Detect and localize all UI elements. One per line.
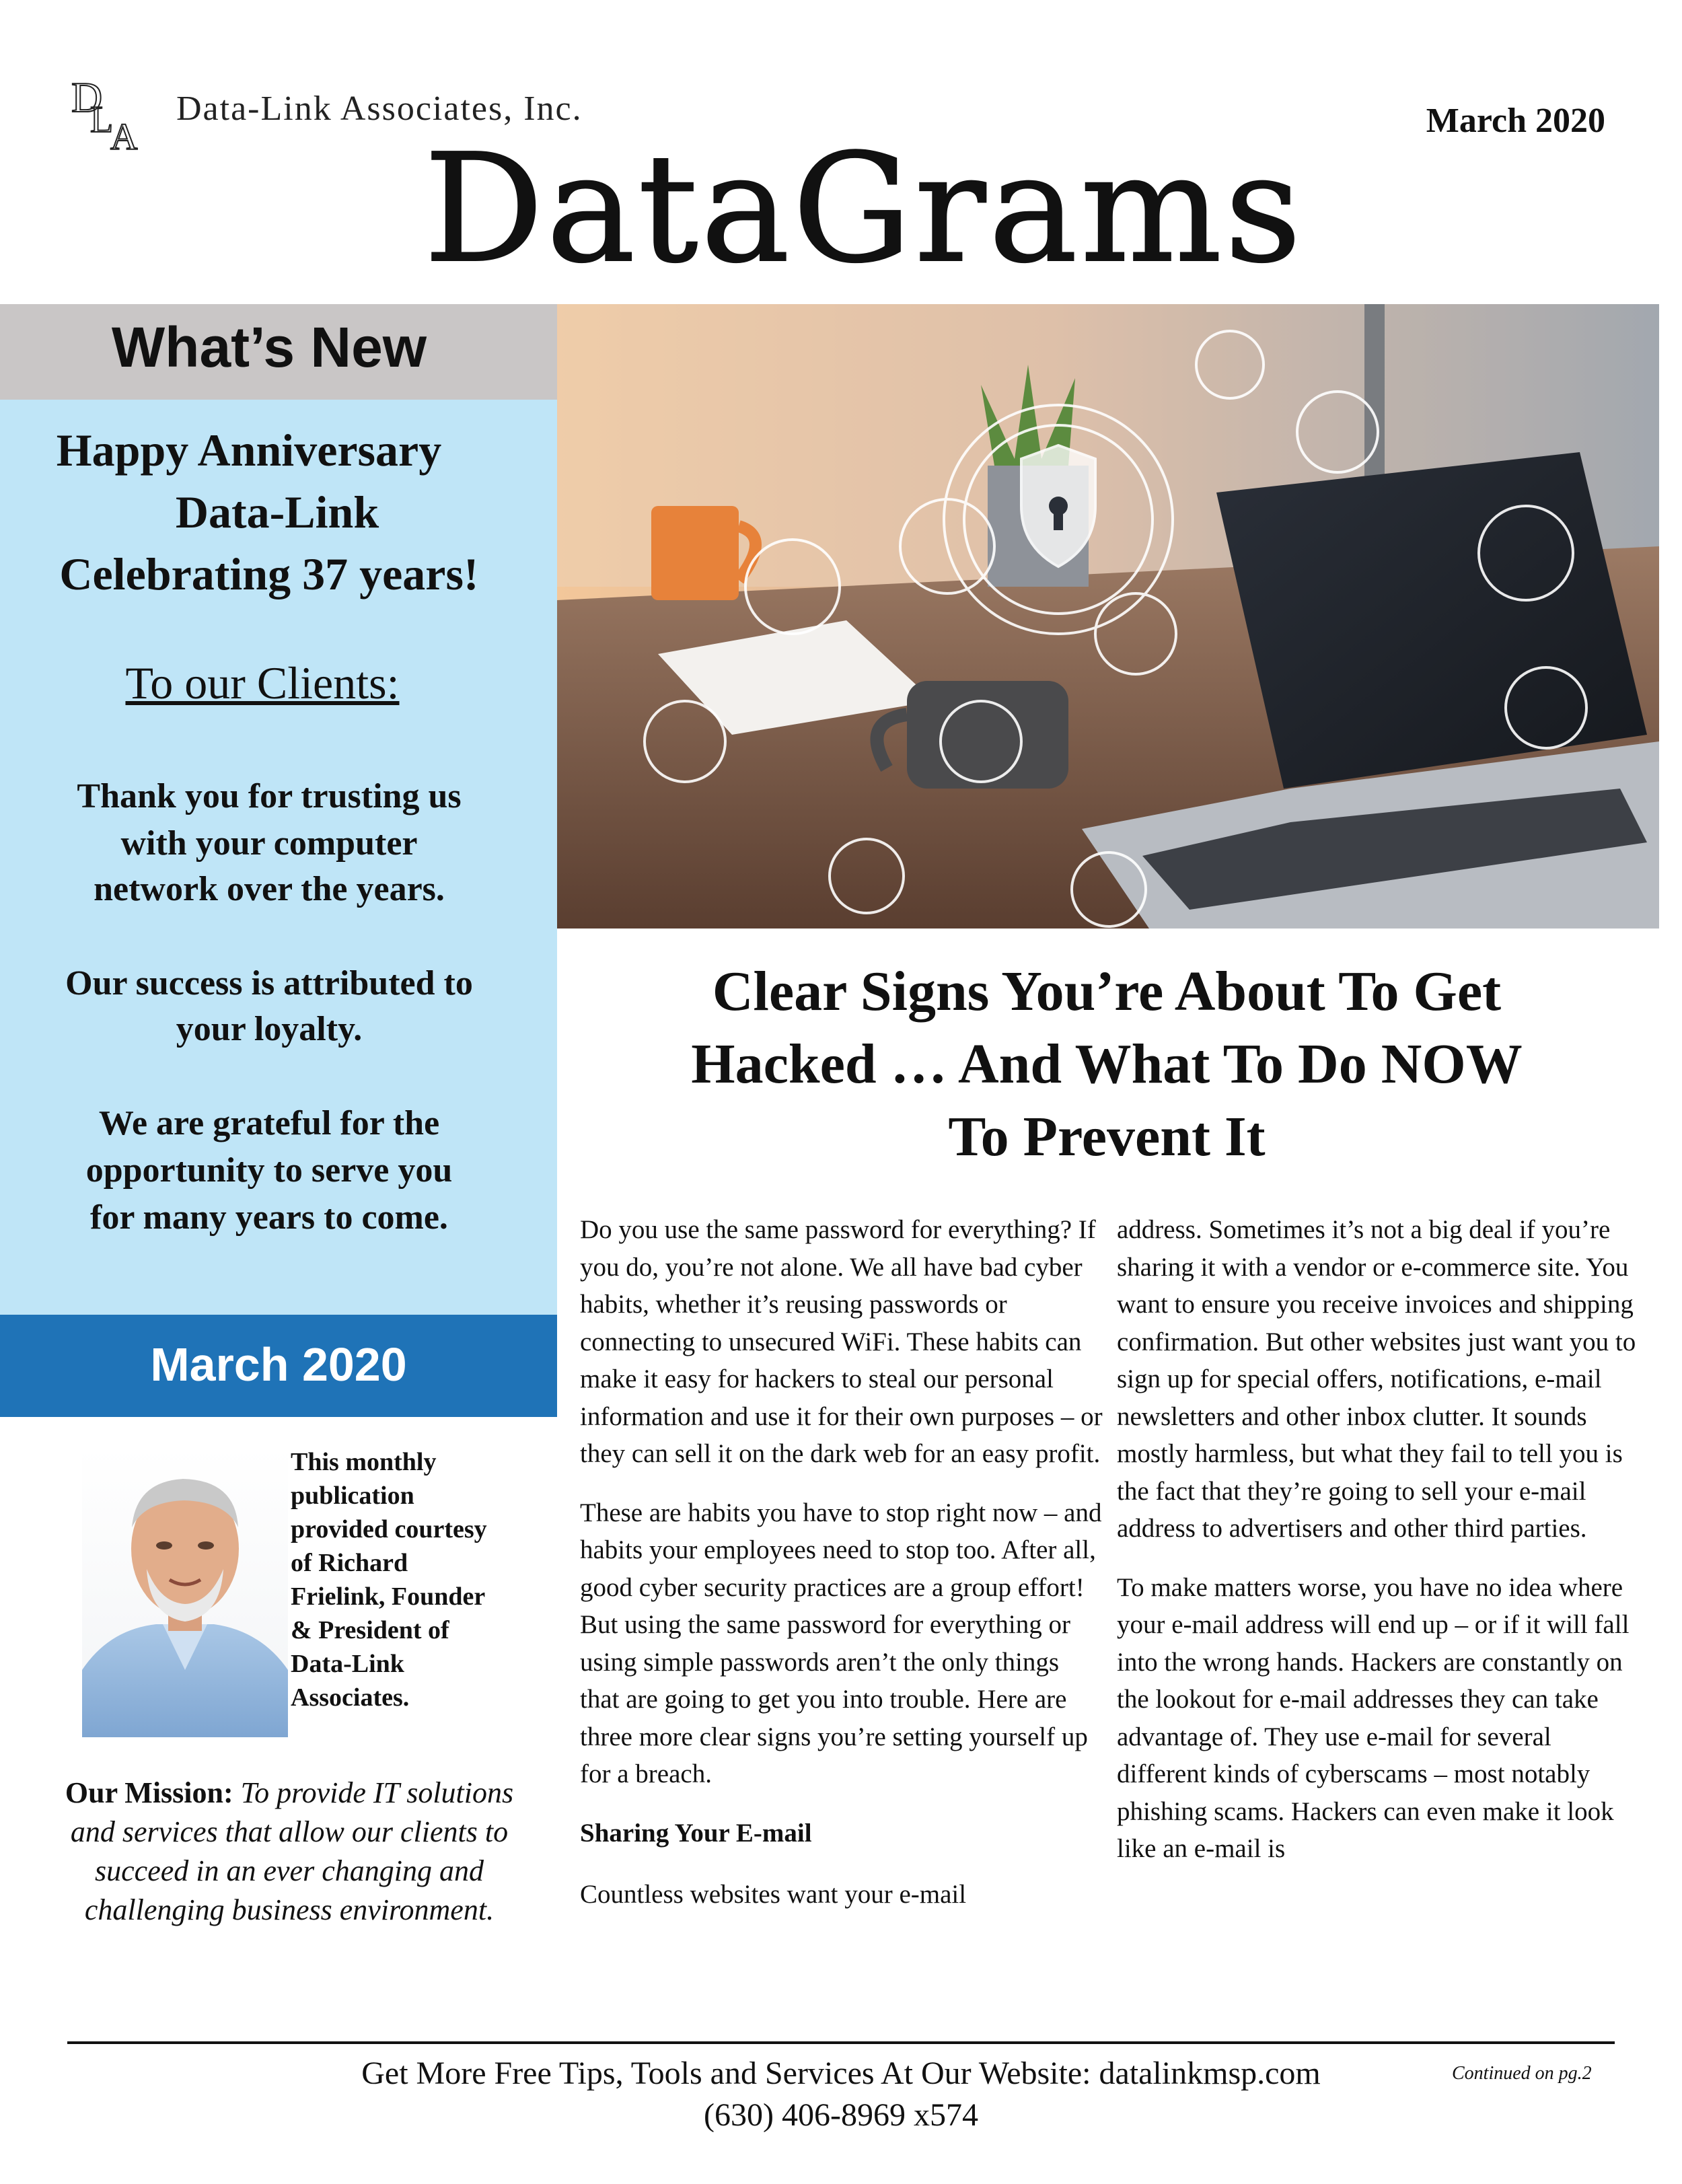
thanks-line: Thank you for trusting us [77,777,462,815]
mission-text: To provide IT solutions and services that allow our clients to succeed in an ever changing and challenging business environment. [70,1776,514,1926]
footer-phone: (630) 406-8969 x574 [704,2097,978,2133]
date-banner-label: March 2020 [150,1338,407,1391]
svg-text:A: A [110,116,138,153]
article-column-1 [580,1211,1105,1934]
issue-date: March 2020 [1426,102,1605,140]
caption-line: of Richard [291,1549,408,1577]
thanks-line: network over the years. [94,870,445,908]
thanks-line: with your computer [120,824,418,863]
grateful-line: for many years to come. [90,1198,448,1237]
anniversary-line: Happy Anniversary [56,425,442,476]
article-column-2 [1117,1211,1642,1889]
whats-new-header [0,304,557,400]
continued-note: Continued on pg.2 [1452,2063,1592,2084]
article-headline [565,955,1648,1173]
caption-line: & President of [291,1616,449,1644]
caption-line: publication [291,1482,414,1510]
founder-photo [82,1448,288,1737]
headline-line: To Prevent It [948,1105,1266,1168]
svg-text:D: D [71,73,103,121]
article-paragraph: Countless websites want your e-mail [580,1879,967,1909]
footer-website-line: Get More Free Tips, Tools and Services At Our Website: datalinkmsp.com [361,2055,1321,2091]
date-banner [0,1315,557,1417]
caption-line: Frielink, Founder [291,1582,486,1611]
mission-label: Our Mission: [65,1776,233,1809]
company-name: Data-Link Associates, Inc. [176,89,583,128]
company-logo [67,73,148,153]
mission-statement [54,1774,525,1930]
caption-line: Associates. [291,1683,410,1712]
headline-line: Hacked … And What To Do NOW [691,1033,1523,1095]
article-subheading: Sharing Your E-mail [580,1818,812,1848]
caption-line: Data-Link [291,1650,404,1678]
anniversary-line: Data-Link [175,486,379,538]
article-paragraph: address. Sometimes it’s not a big deal if you’re sharing it with a vendor or e-commerce site. You want to ensure you receive invoices and shipping confirmation. But other websites just want you to sign up for special offers, notifications, e-mail newsletters and other inbox clutter. It sounds mostly harmless, but what they fail to tell you is the fact that they’re going to sell your e-mail address to advertisers and other third parties. [1117,1215,1636,1543]
cybersecurity-hero-image [557,304,1659,929]
article-paragraph: Do you use the same password for everything? If you do, you’re not alone. We all have bad cyber habits, whether it’s reusing passwords or connecting to unsecured WiFi. These habits can make it easy for hackers to steal our personal information and use it for their own purposes – or they can sell it on the dark web for an easy profit. [580,1215,1103,1468]
whats-new-title: What’s New [111,316,427,379]
newsletter-title: DataGrams [424,122,1305,296]
grateful-line: opportunity to serve you [85,1151,453,1190]
grateful-line: We are grateful for the [98,1104,440,1142]
whats-new-body [0,400,557,1315]
success-line: your loyalty. [176,1010,363,1048]
whats-new-sidebar [0,304,557,1417]
anniversary-line: Celebrating 37 years! [59,548,479,599]
headline-line: Clear Signs You’re About To Get [712,960,1502,1023]
success-line: Our success is attributed to [65,964,473,1003]
svg-text:L: L [90,99,114,141]
caption-line: This monthly [291,1448,437,1476]
caption-line: provided courtesy [291,1515,487,1543]
founder-caption [291,1445,533,1714]
footer-divider [67,2041,1615,2044]
clients-heading: To our Clients: [125,657,400,708]
article-paragraph: These are habits you have to stop right now – and habits your employees need to stop too. After all, good cyber security practices are a group effort! But using the same password for everything or using simple passwords aren’t the only things that are going to get you into trouble. Here are three more clear signs you’re setting yourself up for a breach. [580,1498,1102,1788]
article-paragraph: To make matters worse, you have no idea where your e-mail address will end up – or if it will fall into the wrong hands. Hackers are constantly on the lookout for e-mail addresses they can take advantage of. They use e-mail for several different kinds of cyberscams – most notably phishing scams. Hackers can even make it look like an e-mail is [1117,1572,1630,1863]
